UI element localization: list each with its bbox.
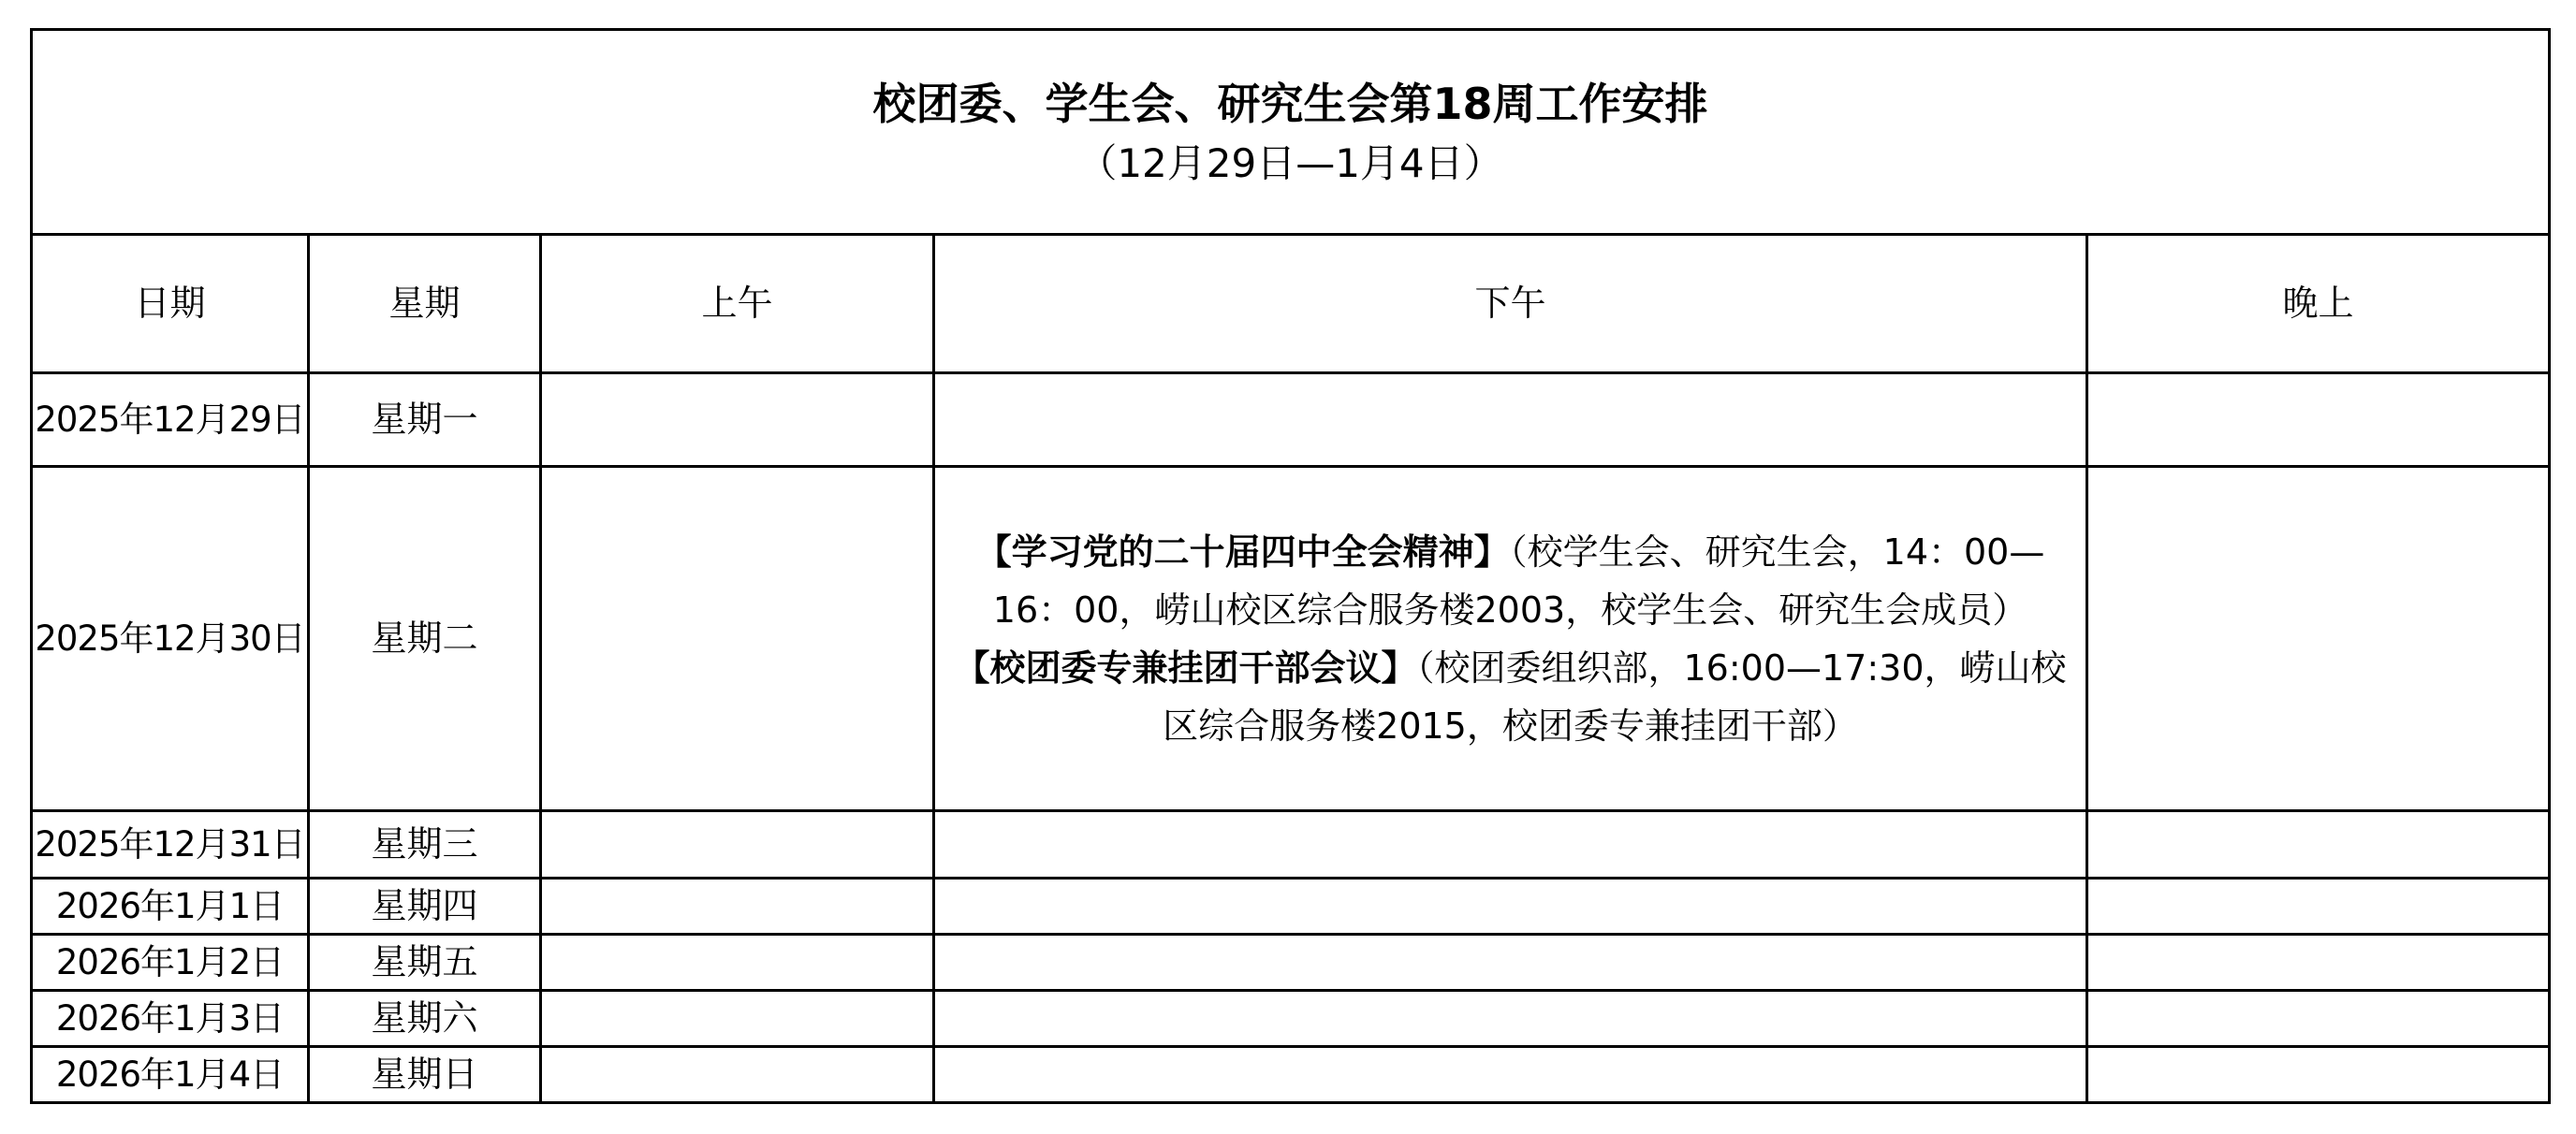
date-cell: 2026年1月3日	[32, 991, 309, 1047]
afternoon-cell	[934, 373, 2087, 467]
morning-cell	[541, 467, 934, 811]
afternoon-cell	[934, 467, 2087, 811]
header-weekday: 星期	[309, 235, 541, 373]
schedule-table	[30, 28, 2551, 1104]
date-cell: 2025年12月30日	[32, 467, 309, 811]
evening-cell	[2087, 811, 2550, 879]
morning-cell	[541, 373, 934, 467]
morning-cell	[541, 935, 934, 991]
weekday-cell: 星期二	[309, 467, 541, 811]
weekday-cell: 星期四	[309, 879, 541, 935]
page-title: 校团委、学生会、研究生会第18周工作安排	[872, 79, 1708, 129]
afternoon-cell	[934, 991, 2087, 1047]
date-cell: 2025年12月31日	[32, 811, 309, 879]
weekday-cell: 星期三	[309, 811, 541, 879]
header-afternoon: 下午	[934, 235, 2087, 373]
table-row	[32, 879, 2550, 935]
date-cell: 2026年1月4日	[32, 1047, 309, 1103]
date-cell: 2026年1月1日	[32, 879, 309, 935]
header-row	[32, 235, 2550, 373]
header-evening: 晚上	[2087, 235, 2550, 373]
morning-cell	[541, 879, 934, 935]
morning-cell	[541, 1047, 934, 1103]
title-row	[32, 30, 2550, 235]
evening-cell	[2087, 879, 2550, 935]
event-detail: （校团委组织部，16:00—17:30，崂山校区综合服务楼2015，校团委专兼挂团干部）	[1163, 647, 2067, 747]
weekday-cell: 星期日	[309, 1047, 541, 1103]
table-row	[32, 935, 2550, 991]
table-row	[32, 991, 2550, 1047]
weekday-cell: 星期五	[309, 935, 541, 991]
page-subtitle: （12月29日—1月4日）	[1077, 140, 1503, 186]
evening-cell	[2087, 1047, 2550, 1103]
afternoon-cell	[934, 811, 2087, 879]
header-date: 日期	[32, 235, 309, 373]
header-morning: 上午	[541, 235, 934, 373]
afternoon-events	[935, 523, 2086, 755]
event-title: 【校团委专兼挂团干部会议】	[954, 647, 1417, 689]
table-row	[32, 1047, 2550, 1103]
evening-cell	[2087, 935, 2550, 991]
afternoon-cell	[934, 935, 2087, 991]
evening-cell	[2087, 467, 2550, 811]
evening-cell	[2087, 991, 2550, 1047]
title-cell	[32, 30, 2550, 235]
date-cell: 2026年1月2日	[32, 935, 309, 991]
afternoon-cell	[934, 879, 2087, 935]
event-detail: （校学生会、研究生会，14：00—16：00，崂山校区综合服务楼2003，校学生会、研究生会成员）	[992, 531, 2045, 631]
table-row	[32, 373, 2550, 467]
evening-cell	[2087, 373, 2550, 467]
table-row	[32, 811, 2550, 879]
weekday-cell: 星期六	[309, 991, 541, 1047]
weekday-cell: 星期一	[309, 373, 541, 467]
morning-cell	[541, 991, 934, 1047]
table-row	[32, 467, 2550, 811]
date-cell: 2025年12月29日	[32, 373, 309, 467]
afternoon-cell	[934, 1047, 2087, 1103]
event-title: 【学习党的二十届四中全会精神】	[975, 531, 1510, 573]
morning-cell	[541, 811, 934, 879]
